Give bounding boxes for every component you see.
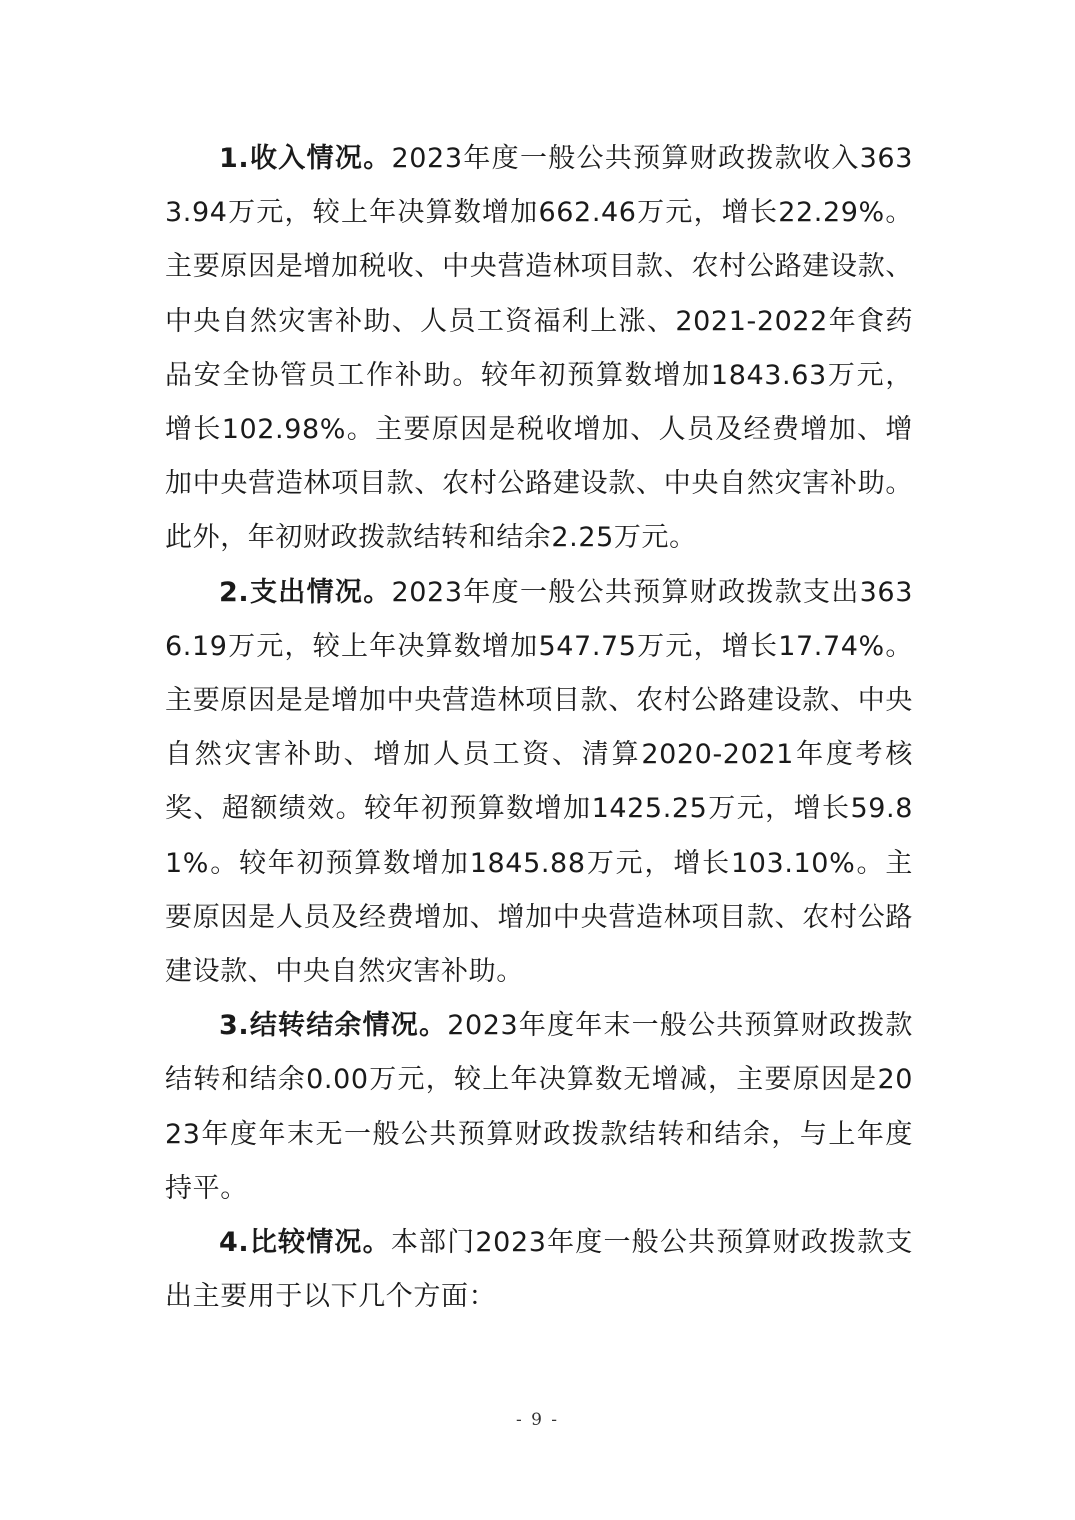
section-text-income: 2023年度一般公共预算财政拨款收入3633.94万元，较上年决算数增加662.46万元，增长22.29%。主要原因是增加税收、中央营造林项目款、农村公路建设款、中央自然灾害补助、人员工资福利上涨、2021-2022年食药品安全协管员工作补助。较年初预算数增加1843.63万元，增长102.98%。主要原因是税收增加、人员及经费增加、增加中央营造林项目款、农村公路建设款、中央自然灾害补助。此外，年初财政拨款结转和结余2.25万元。 — [165, 143, 913, 554]
paragraph-comparison — [165, 1216, 913, 1324]
paragraph-income — [165, 132, 913, 566]
section-heading-expenditure: 2.支出情况。 — [219, 576, 392, 608]
section-heading-carryover: 3.结转结余情况。 — [219, 1010, 448, 1042]
paragraph-carryover — [165, 999, 913, 1216]
section-text-carryover: 2023年度年末一般公共预算财政拨款结转和结余0.00万元，较上年决算数无增减，主要原因是2023年度年末无一般公共预算财政拨款结转和结余，与上年度持平。 — [165, 1010, 913, 1204]
section-text-comparison: 本部门2023年度一般公共预算财政拨款支出主要用于以下几个方面： — [165, 1227, 914, 1313]
section-heading-income: 1.收入情况。 — [219, 143, 392, 174]
section-heading-comparison: 4.比较情况。 — [219, 1227, 391, 1259]
document-body — [165, 132, 913, 1324]
section-text-expenditure: 2023年度一般公共预算财政拨款支出3636.19万元，较上年决算数增加547.75万元，增长17.74%。主要原因是是增加中央营造林项目款、农村公路建设款、中央自然灾害补助、增加人员工资、清算2020-2021年度考核奖、超额绩效。较年初预算数增加1425.25万元，增长59.81%。较年初预算数增加1845.88万元，增长103.10%。主要原因是人员及经费增加、增加中央营造林项目款、农村公路建设款、中央自然灾害补助。 — [165, 576, 913, 988]
paragraph-expenditure — [165, 566, 913, 1000]
page-number: - 9 - — [515, 1410, 560, 1430]
